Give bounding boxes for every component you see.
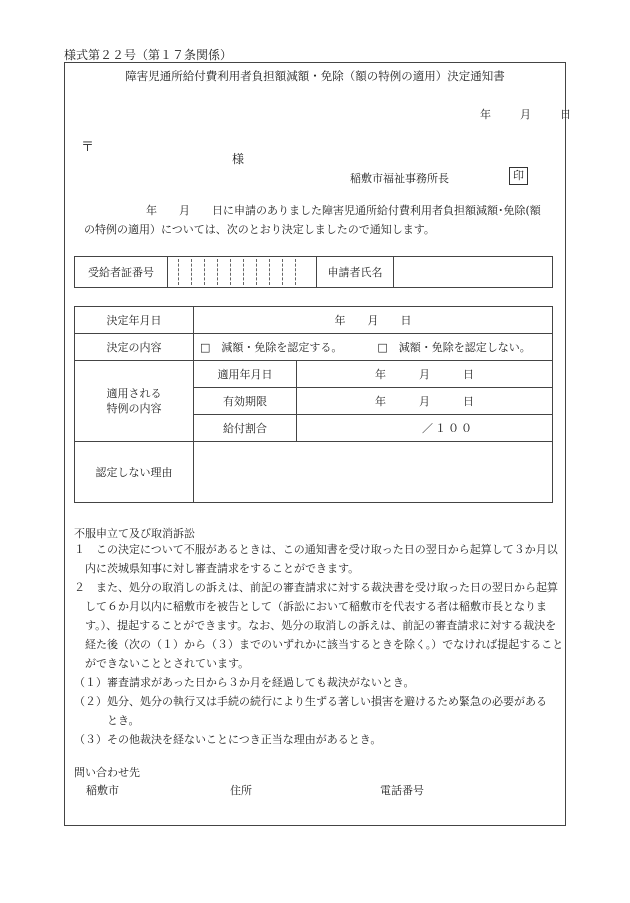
special-case-label-line2: 特例の内容 <box>106 402 162 415</box>
appeal-title: 不服申立て及び取消訴訟 <box>74 527 195 540</box>
date-year: 年 <box>480 108 491 121</box>
valid-until-value: 年 月 日 <box>297 388 553 415</box>
appeal-line: とき。 <box>74 714 140 727</box>
recipient-id-label: 受給者証番号 <box>75 257 168 288</box>
appeal-line: （２）処分、処分の執行又は手続の続行により生ずる著しい損害を避けるため緊急の必要がある <box>74 695 547 708</box>
stamp-label: 印 <box>509 167 528 185</box>
appeal-line: （３）その他裁決を経ないことにつき正当な理由があるとき。 <box>74 733 382 746</box>
contact-city: 稲敷市 <box>86 784 119 797</box>
decision-content-options <box>194 334 553 361</box>
issuer: 稲敷市福祉事務所長 <box>350 172 449 185</box>
decision-table <box>74 306 553 503</box>
contact-title: 問い合わせ先 <box>74 766 140 779</box>
appeal-line: ができないこととされています。 <box>74 657 250 670</box>
reject-reason-label: 認定しない理由 <box>75 442 194 503</box>
reject-reason-field[interactable] <box>194 442 553 503</box>
date-header <box>480 106 571 122</box>
date-month: 月 <box>520 108 531 121</box>
applicant-name-label: 申請者氏名 <box>317 257 394 288</box>
appeal-line: ２ また、処分の取消しの訴えは、前記の審査請求に対する裁決書を受け取った日の翌日から起算 <box>74 581 558 594</box>
appeal-line: １ この決定について不服があるときは、この通知書を受け取った日の翌日から起算して３か月以 <box>74 543 558 556</box>
intro-line-1: 年 月 日に申請のありました障害児通所給付費利用者負担額減額･免除(額 <box>146 204 541 217</box>
option-approve-checkbox[interactable]: □ 減額・免除を認定する。 <box>200 341 343 354</box>
date-day: 日 <box>560 108 571 121</box>
apply-date-value: 年 月 日 <box>297 361 553 388</box>
option-reject-checkbox[interactable]: □ 減額・免除を認定しない。 <box>377 341 531 354</box>
applicant-name-field[interactable] <box>394 257 553 288</box>
document-title: 障害児通所給付費利用者負担額減額・免除（額の特例の適用）決定通知書 <box>125 69 505 83</box>
appeal-line: 経た後（次の（１）から（３）までのいずれかに該当するときを除く。）でなければ提起すること <box>74 638 564 651</box>
special-case-label-line1: 適用される <box>106 387 162 400</box>
decision-content-label: 決定の内容 <box>75 334 194 361</box>
appeal-line: す。）、提起することができます。なお、処分の取消しの訴えは、前記の審査請求に対する裁決を <box>74 619 557 632</box>
decision-date-value: 年 月 日 <box>194 307 553 334</box>
recipient-table <box>74 256 553 288</box>
form-label: 様式第２２号（第１７条関係） <box>64 48 233 62</box>
apply-date-label: 適用年月日 <box>194 361 297 388</box>
decision-date-label: 決定年月日 <box>75 307 194 334</box>
appeal-line: 内に茨城県知事に対し審査請求をすることができます。 <box>74 562 360 575</box>
appeal-section <box>74 540 563 749</box>
postal-mark: 〒 <box>81 140 95 155</box>
contact-address-label: 住所 <box>230 784 252 797</box>
addressee-suffix: 様 <box>232 152 245 166</box>
official-stamp <box>509 167 528 185</box>
appeal-line: して６か月以内に稲敷市を被告として（訴訟において稲敷市を代表する者は稲敷市長となりま <box>74 600 547 613</box>
valid-until-label: 有効期限 <box>194 388 297 415</box>
intro-line-2: の特例の適用）については、次のとおり決定しましたので通知します。 <box>84 223 435 236</box>
special-case-label <box>75 361 194 442</box>
benefit-ratio-label: 給付割合 <box>194 415 297 442</box>
benefit-ratio-value: ／１００ <box>297 415 553 442</box>
recipient-id-boxes[interactable] <box>168 257 317 288</box>
contact-phone-label: 電話番号 <box>380 784 424 797</box>
appeal-line: （１）審査請求があった日から３か月を経過しても裁決がないとき。 <box>74 676 415 689</box>
